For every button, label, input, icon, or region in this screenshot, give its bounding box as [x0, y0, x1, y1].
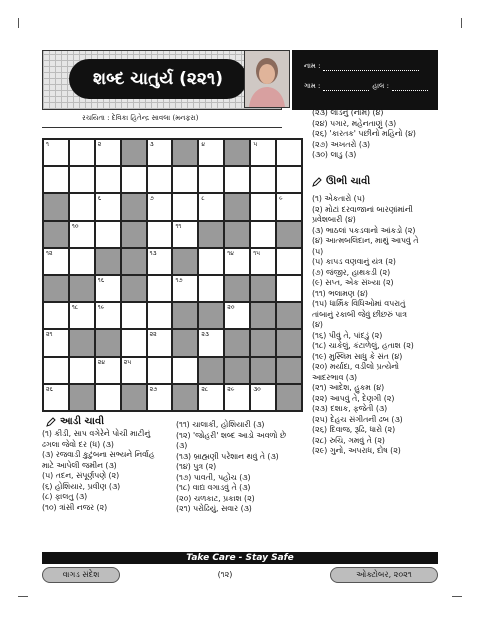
- clue-number: ૨૩: [201, 331, 209, 339]
- clue-line: (૨૨) આપવું તે, દેણગી (૨): [312, 393, 395, 403]
- clue-number: ૨૦: [227, 304, 235, 312]
- crop-mark-top-left: [18, 18, 19, 28]
- grid-cell[interactable]: [95, 275, 121, 302]
- grid-cell: [276, 329, 302, 356]
- grid-cell: [121, 248, 147, 275]
- grid-cell: [276, 221, 302, 248]
- grid-cell[interactable]: [43, 357, 69, 384]
- grid-cell[interactable]: [224, 248, 250, 275]
- grid-cell[interactable]: [43, 166, 69, 193]
- grid-cell: [69, 384, 95, 411]
- grid-cell: [224, 139, 250, 166]
- footer: [42, 566, 438, 584]
- grid-cell[interactable]: [43, 139, 69, 166]
- clue-number: ૫: [253, 141, 258, 148]
- clue-number: ૭: [149, 195, 154, 203]
- clue-line: (૨૬) 'કારતક' પછીનો મહિનો (૪): [312, 129, 416, 138]
- grid-cell[interactable]: [147, 302, 173, 329]
- clue-line: (૪): [312, 320, 323, 329]
- clue-line: (૧૧) ચાલાકી, હોશિયારી (૩): [176, 420, 265, 429]
- grid-cell: [250, 357, 276, 384]
- grid-cell: [121, 221, 147, 248]
- grid-cell: [95, 329, 121, 356]
- grid-cell: [224, 275, 250, 302]
- hal-label: હાલ :: [372, 82, 389, 90]
- clue-number: ૨૯: [227, 385, 235, 393]
- clue-line: (૧૯) મુસ્લિમ સાધુ કે સંત (૪): [312, 351, 403, 361]
- across-heading: આડી ચાવી: [46, 416, 104, 427]
- grid-cell: [276, 384, 302, 411]
- grid-cell: [276, 302, 302, 329]
- grid-cell[interactable]: [250, 193, 276, 220]
- clue-line: (૧૮) ચાકેલું, કંટાળેલું, હતાશ (૨): [312, 341, 414, 350]
- grid-cell: [250, 329, 276, 356]
- grid-cell[interactable]: [250, 384, 276, 411]
- clue-line: (૧૦) ત્રાંસી નજર (૨): [42, 502, 108, 512]
- clue-line: (૯) સપ્ત, એક સંખ્યા (૨): [312, 278, 394, 287]
- clue-number: ૨૫: [123, 358, 132, 366]
- grid-cell: [172, 139, 198, 166]
- footer-banner: Take Care - Stay Safe: [42, 552, 438, 564]
- grid-cell: [121, 275, 147, 302]
- clue-line: (૧૬) પીવું તે, પાંદડું (૨): [312, 330, 383, 340]
- grid-cell[interactable]: [69, 357, 95, 384]
- clue-line: (૧૨) 'જોહરી' શબ્દ આડો અવળો છે: [176, 430, 286, 440]
- clue-line: (૨૫) દેહચ સંગીતની ઢબ (૩): [312, 414, 403, 424]
- clue-number: ૧૨: [46, 249, 53, 257]
- grid-cell: [172, 384, 198, 411]
- grid-cell[interactable]: [250, 221, 276, 248]
- crop-mark-bottom-right: [452, 596, 462, 597]
- grid-cell[interactable]: [198, 384, 224, 411]
- clue-number: ૧૭: [175, 277, 183, 284]
- grid-cell[interactable]: [121, 357, 147, 384]
- grid-cell: [224, 357, 250, 384]
- clue-number: ૪: [201, 141, 206, 148]
- grid-cell[interactable]: [69, 248, 95, 275]
- grid-cell[interactable]: [69, 302, 95, 329]
- grid-cell[interactable]: [95, 302, 121, 329]
- grid-cell[interactable]: [276, 275, 302, 302]
- grid-cell: [224, 329, 250, 356]
- grid-cell[interactable]: [224, 166, 250, 193]
- grid-cell[interactable]: [147, 193, 173, 220]
- clue-line: (૨૯) ગુનો, અપરાધ, દોષ (૨): [312, 446, 401, 455]
- grid-cell[interactable]: [276, 139, 302, 166]
- clue-number: ૧૯: [97, 304, 105, 312]
- grid-cell: [43, 221, 69, 248]
- grid-cell: [172, 329, 198, 356]
- clue-line: (૧૧) ભલામણ (૪): [312, 288, 368, 298]
- grid-cell[interactable]: [250, 248, 276, 275]
- grid-cell[interactable]: [95, 221, 121, 248]
- clue-number: ૩: [149, 141, 154, 148]
- grid-cell[interactable]: [43, 302, 69, 329]
- grid-cell: [121, 384, 147, 411]
- clue-line: (૨૦) મર્યાદા, વડીલો પ્રત્યેનો: [312, 362, 400, 371]
- grid-cell[interactable]: [198, 193, 224, 220]
- grid-cell[interactable]: [250, 139, 276, 166]
- clue-line: (૫) કાપડ વણવાનું યંત્ર (૨): [312, 257, 396, 266]
- grid-cell: [69, 275, 95, 302]
- clue-line: માટે આપેલી જમીન (૩): [42, 460, 117, 470]
- grid-cell[interactable]: [147, 166, 173, 193]
- clue-line: (૨૩) દશાક, ફજેતી (૩): [312, 404, 388, 413]
- grid-cell: [121, 193, 147, 220]
- clue-number: ૨૮: [201, 385, 209, 393]
- grid-cell: [172, 302, 198, 329]
- clue-number: ૧૮: [71, 304, 79, 312]
- grid-cell[interactable]: [69, 166, 95, 193]
- clue-line: આદરભાવ (૩): [312, 372, 358, 382]
- grid-cell[interactable]: [198, 329, 224, 356]
- grid-cell[interactable]: [121, 166, 147, 193]
- clue-line: (૨૪) પગાર, મહેનતાણું (૩): [312, 118, 397, 128]
- clue-line: (૩) ભાઠલાં પકડવાનો આંકડો (૨): [312, 225, 416, 235]
- grid-cell: [198, 221, 224, 248]
- clue-number: ૯: [279, 195, 283, 203]
- grid-cell[interactable]: [147, 329, 173, 356]
- clue-number: ૧૩: [149, 249, 157, 257]
- grid-cell: [276, 357, 302, 384]
- grid-cell[interactable]: [147, 139, 173, 166]
- grid-cell[interactable]: [198, 166, 224, 193]
- clue-number: ૧૫: [253, 249, 261, 257]
- clue-number: ૨૬: [46, 385, 53, 393]
- clue-line: (૭) જંજીર, હાથકડી (૨): [312, 267, 391, 277]
- clue-line: ઢગલા જેવો દર (ધ) (૩): [42, 439, 114, 449]
- author-photo: [244, 50, 290, 108]
- grid-cell[interactable]: [69, 193, 95, 220]
- grid-cell[interactable]: [43, 384, 69, 411]
- down-heading: ઊભી ચાવી: [312, 176, 370, 187]
- clue-number: ૧: [46, 141, 49, 148]
- grid-cell[interactable]: [147, 248, 173, 275]
- clue-line: (૩): [176, 441, 188, 450]
- clue-line: (૨૧) આદેશ, હુકમ (૪): [312, 383, 385, 392]
- grid-cell[interactable]: [43, 248, 69, 275]
- grid-cell[interactable]: [121, 302, 147, 329]
- entry-fields: [292, 50, 438, 110]
- grid-cell: [43, 193, 69, 220]
- clue-line: (૨૦) ચળકાટ, પ્રકાશ (૨): [176, 493, 255, 503]
- grid-cell: [250, 302, 276, 329]
- grid-cell[interactable]: [95, 166, 121, 193]
- grid-cell: [198, 357, 224, 384]
- publication-name: વાગડ સંદેશ: [42, 567, 120, 583]
- clue-line: તાંબાનું રકાબી જેવું છીછરું પાત્ર: [312, 309, 407, 319]
- clue-number: ૮: [201, 195, 205, 203]
- grid-cell[interactable]: [43, 329, 69, 356]
- village-field[interactable]: [304, 82, 428, 91]
- clue-line: (૧૫) ધાર્મિક વિધિઓમાં વપરાતું: [312, 299, 406, 308]
- grid-cell[interactable]: [198, 248, 224, 275]
- page-number: (૧૨): [217, 570, 233, 579]
- clue-line: (૧૭) પાવતી, પહોંચ (૩): [176, 472, 251, 482]
- grid-cell[interactable]: [69, 221, 95, 248]
- clue-line: (૨૩) લાડનું (નામ) (૪): [312, 108, 384, 117]
- grid-cell[interactable]: [95, 357, 121, 384]
- grid-cell[interactable]: [147, 221, 173, 248]
- issue-date: ઓક્ટોબર, ૨૦૨૧: [330, 567, 438, 583]
- byline: રચયિતા : દેવિકા હિતેન્દ્ર સાવલા (મનફરા): [42, 110, 282, 128]
- page-title: શબ્દ ચાતુર્ય (૨૨૧): [69, 59, 247, 99]
- grid-cell[interactable]: [147, 384, 173, 411]
- grid-cell: [69, 329, 95, 356]
- clue-number: ૨૨: [149, 331, 157, 339]
- grid-cell: [95, 248, 121, 275]
- clue-line: (૬) હોશિયાર, પ્રવીણ (૩): [42, 481, 121, 491]
- clue-number: ૬: [97, 195, 102, 203]
- grid-cell[interactable]: [224, 384, 250, 411]
- grid-cell[interactable]: [172, 275, 198, 302]
- pencil-icon: [46, 417, 56, 427]
- crossword-grid: [42, 138, 303, 412]
- clue-line: (૨૮) રુચિ, ગમવું તે (૨): [312, 435, 385, 445]
- clue-line: પ્રવેશબારી (૪): [312, 215, 356, 224]
- clue-number: ૧૦: [71, 222, 79, 230]
- grid-cell: [198, 302, 224, 329]
- grid-cell[interactable]: [147, 357, 173, 384]
- grid-cell[interactable]: [172, 221, 198, 248]
- clue-line: (૧૪) પુત્ર (૨): [176, 462, 217, 471]
- clue-line: (૨) મોટાં દરવાજાનાં બારણાંમાંની: [312, 204, 413, 214]
- pencil-icon: [312, 177, 322, 187]
- grid-cell[interactable]: [224, 302, 250, 329]
- crop-mark-top-right: [461, 18, 462, 28]
- grid-cell: [224, 193, 250, 220]
- crop-mark-bottom-left: [18, 596, 28, 597]
- clue-line: (૩) રજવાડી કુટુંબના સભ્યને નિર્વાહ: [42, 450, 155, 459]
- grid-cell[interactable]: [95, 384, 121, 411]
- clue-number: ૧૪: [227, 249, 234, 257]
- clue-number: ૨૪: [97, 358, 106, 366]
- grid-cell: [250, 275, 276, 302]
- clue-number: ૩૦: [253, 385, 261, 393]
- grid-cell[interactable]: [172, 357, 198, 384]
- grid-cell[interactable]: [95, 139, 121, 166]
- clue-number: ૧૧: [175, 222, 182, 230]
- clue-line: (૧) એકતારો (૫): [312, 194, 365, 203]
- clue-line: (૧૩) બ્રાહ્મણી પરેશાન થવું તે (૩): [176, 451, 279, 461]
- grid-cell[interactable]: [172, 166, 198, 193]
- grid-cell[interactable]: [198, 275, 224, 302]
- clue-line: (૨૧) પરોઢિયું, સવાર (૩): [176, 504, 252, 513]
- grid-cell[interactable]: [147, 275, 173, 302]
- grid-cell[interactable]: [198, 139, 224, 166]
- clue-line: (૮) ફાલતુ (૩): [42, 492, 88, 501]
- name-field[interactable]: [304, 62, 419, 71]
- grid-cell: [172, 248, 198, 275]
- grid-cell[interactable]: [172, 193, 198, 220]
- grid-cell: [121, 139, 147, 166]
- clue-line: (૫) તદન, સંપૂર્ણપણે (૨): [42, 471, 120, 480]
- clue-line: (૩૦) લાડુ (૩): [312, 150, 357, 159]
- village-label: ગામ :: [304, 82, 321, 90]
- grid-cell: [43, 275, 69, 302]
- grid-cell[interactable]: [69, 139, 95, 166]
- clue-line: (૫): [312, 246, 324, 256]
- grid-cell[interactable]: [276, 193, 302, 220]
- clue-number: ૨૭: [149, 385, 158, 393]
- clue-line: (૧) કીડી, સાપ વગેરેને પોચી માટીનું: [42, 429, 151, 438]
- grid-cell[interactable]: [250, 166, 276, 193]
- grid-cell[interactable]: [276, 166, 302, 193]
- clue-number: ૨૧: [46, 331, 53, 339]
- name-label: નામ :: [304, 62, 321, 70]
- grid-cell[interactable]: [95, 193, 121, 220]
- clue-line: (૧૮) વાદ્ય વગાડવું તે (૩): [176, 483, 251, 492]
- grid-cell: [224, 221, 250, 248]
- clue-number: ૧૬: [97, 277, 105, 284]
- clue-line: (૪) આત્મબલિદાન, માથું આપવું તે: [312, 236, 419, 245]
- clue-line: (૨૬) દિવાજ, રૂઢિ, ધારો (૨): [312, 425, 396, 434]
- clue-line: (૨૭) અખતરો (૩): [312, 139, 371, 149]
- clue-number: ૨: [97, 141, 102, 148]
- grid-cell[interactable]: [276, 248, 302, 275]
- grid-cell[interactable]: [121, 329, 147, 356]
